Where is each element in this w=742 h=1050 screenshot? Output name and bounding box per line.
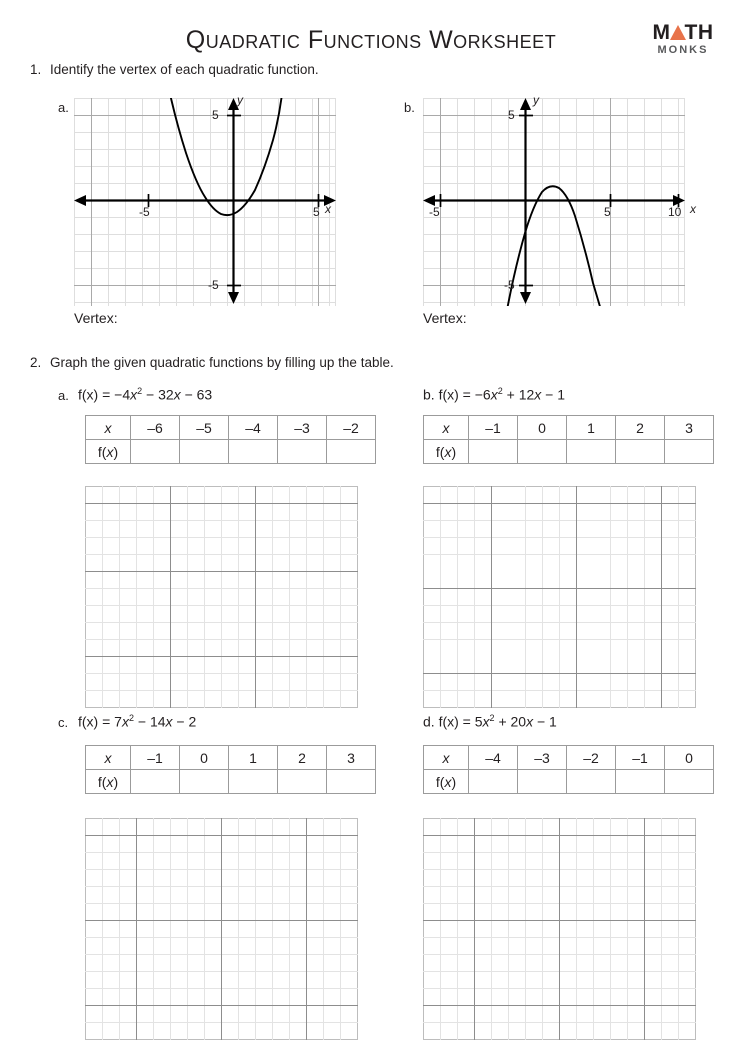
table-2d-fx-2[interactable] [567, 770, 616, 794]
table-2c-x-4: 3 [327, 746, 376, 770]
blank-grid-2c[interactable] [85, 818, 358, 1040]
table-2a-x-0: –6 [131, 416, 180, 440]
blank-grid-2d-svg [423, 818, 696, 1040]
vertex-answer-1a[interactable]: Vertex: [74, 310, 118, 326]
function-2a [78, 386, 212, 403]
function-2a-coef: −4 [114, 386, 131, 403]
logo-wordmark [653, 22, 714, 43]
question-2-number: 2. [30, 355, 42, 370]
table-row [424, 440, 714, 464]
table-row [86, 746, 376, 770]
function-2b-coef: −6 [474, 386, 491, 403]
graph-1b-xtick-5: 5 [604, 205, 611, 219]
table-2d-x-0: –4 [469, 746, 518, 770]
table-2b-header-x: x [424, 416, 469, 440]
function-2b [423, 386, 565, 403]
question-1-instruction [30, 62, 319, 77]
graph-1a-x-axis-name: x [325, 202, 331, 216]
function-2b-x: x [490, 386, 498, 403]
table-2d-x-4: 0 [665, 746, 714, 770]
grid-major [74, 98, 336, 306]
question-2-instruction [30, 355, 394, 370]
table-2d-fx-0[interactable] [469, 770, 518, 794]
table-2d-x-1: –3 [518, 746, 567, 770]
table-2d-fx-1[interactable] [518, 770, 567, 794]
table-2c-fx-1[interactable] [180, 770, 229, 794]
table-2c-x-1: 0 [180, 746, 229, 770]
function-2c-coef: 7 [114, 713, 122, 730]
item-1b-label: b. [404, 100, 415, 115]
function-2c-xb: x [165, 713, 173, 730]
function-2a-x: x [130, 386, 138, 403]
table-row [424, 770, 714, 794]
item-2c-label: c. [58, 715, 69, 730]
table-2b-x-2: 1 [567, 416, 616, 440]
table-2b-fx-3[interactable] [616, 440, 665, 464]
function-2b-termb: + 12 [502, 386, 535, 403]
vertex-answer-1b[interactable]: Vertex: [423, 310, 467, 326]
table-2a-fx-1[interactable] [180, 440, 229, 464]
function-2d-x: x [482, 713, 490, 730]
table-2b-fx-1[interactable] [518, 440, 567, 464]
blank-grid-2a[interactable] [85, 486, 358, 708]
function-2c [78, 713, 196, 730]
table-row [86, 770, 376, 794]
table-row [86, 440, 376, 464]
table-2a-fx-0[interactable] [131, 440, 180, 464]
table-2d-x-2: –2 [567, 746, 616, 770]
table-2d-header-x: x [424, 746, 469, 770]
function-2d-termb: + 20 [494, 713, 527, 730]
function-2c-termc: − 2 [172, 713, 197, 730]
blank-grid-2d[interactable] [423, 818, 696, 1040]
function-2c-x: x [121, 713, 129, 730]
table-2c [85, 745, 376, 794]
graph-1a [74, 98, 336, 306]
table-2d-header-fx: f(x) [424, 770, 469, 794]
function-2b-lhs: f(x) = [438, 386, 475, 403]
table-2d-fx-3[interactable] [616, 770, 665, 794]
table-2c-fx-4[interactable] [327, 770, 376, 794]
graph-1b [423, 98, 685, 306]
axes-1b [429, 106, 682, 296]
graph-1b-xtick-10: 10 [668, 205, 682, 219]
table-2c-fx-3[interactable] [278, 770, 327, 794]
graph-1a-y-axis-name: y [237, 93, 243, 107]
table-2a-header-fx: f(x) [86, 440, 131, 464]
table-2b-x-0: –1 [469, 416, 518, 440]
blank-grid-2b[interactable] [423, 486, 696, 708]
parabola-curve-1b [507, 186, 601, 306]
axes-1a [80, 106, 330, 296]
table-2a-fx-4[interactable] [327, 440, 376, 464]
table-2a-x-4: –2 [327, 416, 376, 440]
graph-1a-ytick-neg5: -5 [208, 278, 219, 292]
table-2d [423, 745, 714, 794]
grid-minor [423, 98, 685, 306]
function-2d [423, 713, 557, 730]
table-2a-x-1: –5 [180, 416, 229, 440]
function-2b-xb: x [534, 386, 542, 403]
table-row [86, 416, 376, 440]
item-2d-label: d. [423, 713, 435, 730]
grid-minor [74, 98, 336, 306]
table-2a-x-3: –3 [278, 416, 327, 440]
function-2a-termc: − 63 [180, 386, 213, 403]
blank-grid-2b-svg [423, 486, 696, 708]
item-2a-label: a. [58, 388, 69, 403]
graph-1b-ytick-5: 5 [508, 108, 515, 122]
table-2c-header-x: x [86, 746, 131, 770]
function-2d-lhs: f(x) = [438, 713, 475, 730]
function-2a-xb: x [173, 386, 181, 403]
graph-1b-y-axis-name: y [533, 93, 539, 107]
question-1-text: Identify the vertex of each quadratic function. [50, 62, 319, 77]
table-row [424, 746, 714, 770]
graph-1b-x-axis-name: x [690, 202, 696, 216]
item-1a-label: a. [58, 100, 69, 115]
blank-grid-2c-svg [85, 818, 358, 1040]
function-2b-power: 2 [497, 386, 503, 396]
table-2c-fx-0[interactable] [131, 770, 180, 794]
graph-1a-xtick-5: 5 [313, 205, 320, 219]
function-2a-power: 2 [137, 386, 143, 396]
table-2a-fx-3[interactable] [278, 440, 327, 464]
table-2c-x-2: 1 [229, 746, 278, 770]
grid-major [423, 98, 685, 306]
logo-letter-m: M [652, 21, 671, 44]
table-2d-x-3: –1 [616, 746, 665, 770]
table-2a [85, 415, 376, 464]
table-2c-fx-2[interactable] [229, 770, 278, 794]
blank-grid-2a-svg [85, 486, 358, 708]
function-2d-xb: x [526, 713, 534, 730]
function-2a-lhs: f(x) = [78, 386, 115, 403]
table-2b-fx-2[interactable] [567, 440, 616, 464]
function-2c-termb: − 14 [133, 713, 166, 730]
page-title: Quadratic Functions Worksheet [185, 26, 557, 54]
graph-1a-svg [74, 98, 336, 306]
logo-letters-th: TH [684, 21, 714, 44]
function-2a-termb: − 32 [142, 386, 174, 403]
table-2b-fx-0[interactable] [469, 440, 518, 464]
graph-1a-ytick-5: 5 [212, 108, 219, 122]
function-2b-termc: − 1 [541, 386, 566, 403]
table-2b-x-1: 0 [518, 416, 567, 440]
function-2d-termc: − 1 [533, 713, 557, 730]
table-2a-x-2: –4 [229, 416, 278, 440]
table-2b-header-fx: f(x) [424, 440, 469, 464]
item-2b-label: b. [423, 386, 435, 403]
table-2a-header-x: x [86, 416, 131, 440]
graph-1b-ytick-neg5: -5 [504, 278, 515, 292]
question-1-number: 1. [30, 62, 42, 77]
table-2b-fx-4[interactable] [665, 440, 714, 464]
graph-1b-svg [423, 98, 685, 306]
table-2a-fx-2[interactable] [229, 440, 278, 464]
function-2c-power: 2 [128, 713, 134, 723]
table-2b [423, 415, 714, 464]
logo-triangle-icon [670, 25, 686, 40]
table-2b-x-3: 2 [616, 416, 665, 440]
graph-1b-xtick-neg5: -5 [429, 205, 440, 219]
math-monks-logo [646, 22, 720, 56]
table-2b-x-4: 3 [665, 416, 714, 440]
table-row [424, 416, 714, 440]
table-2c-x-0: –1 [131, 746, 180, 770]
question-2-text: Graph the given quadratic functions by filling up the table. [50, 355, 394, 370]
graph-1a-xtick-neg5: -5 [139, 205, 150, 219]
function-2d-power: 2 [489, 713, 495, 723]
logo-subtext: MONKS [657, 44, 709, 56]
table-2c-x-3: 2 [278, 746, 327, 770]
function-2d-coef: 5 [474, 713, 483, 730]
table-2c-header-fx: f(x) [86, 770, 131, 794]
table-2d-fx-4[interactable] [665, 770, 714, 794]
function-2c-lhs: f(x) = [78, 713, 115, 730]
